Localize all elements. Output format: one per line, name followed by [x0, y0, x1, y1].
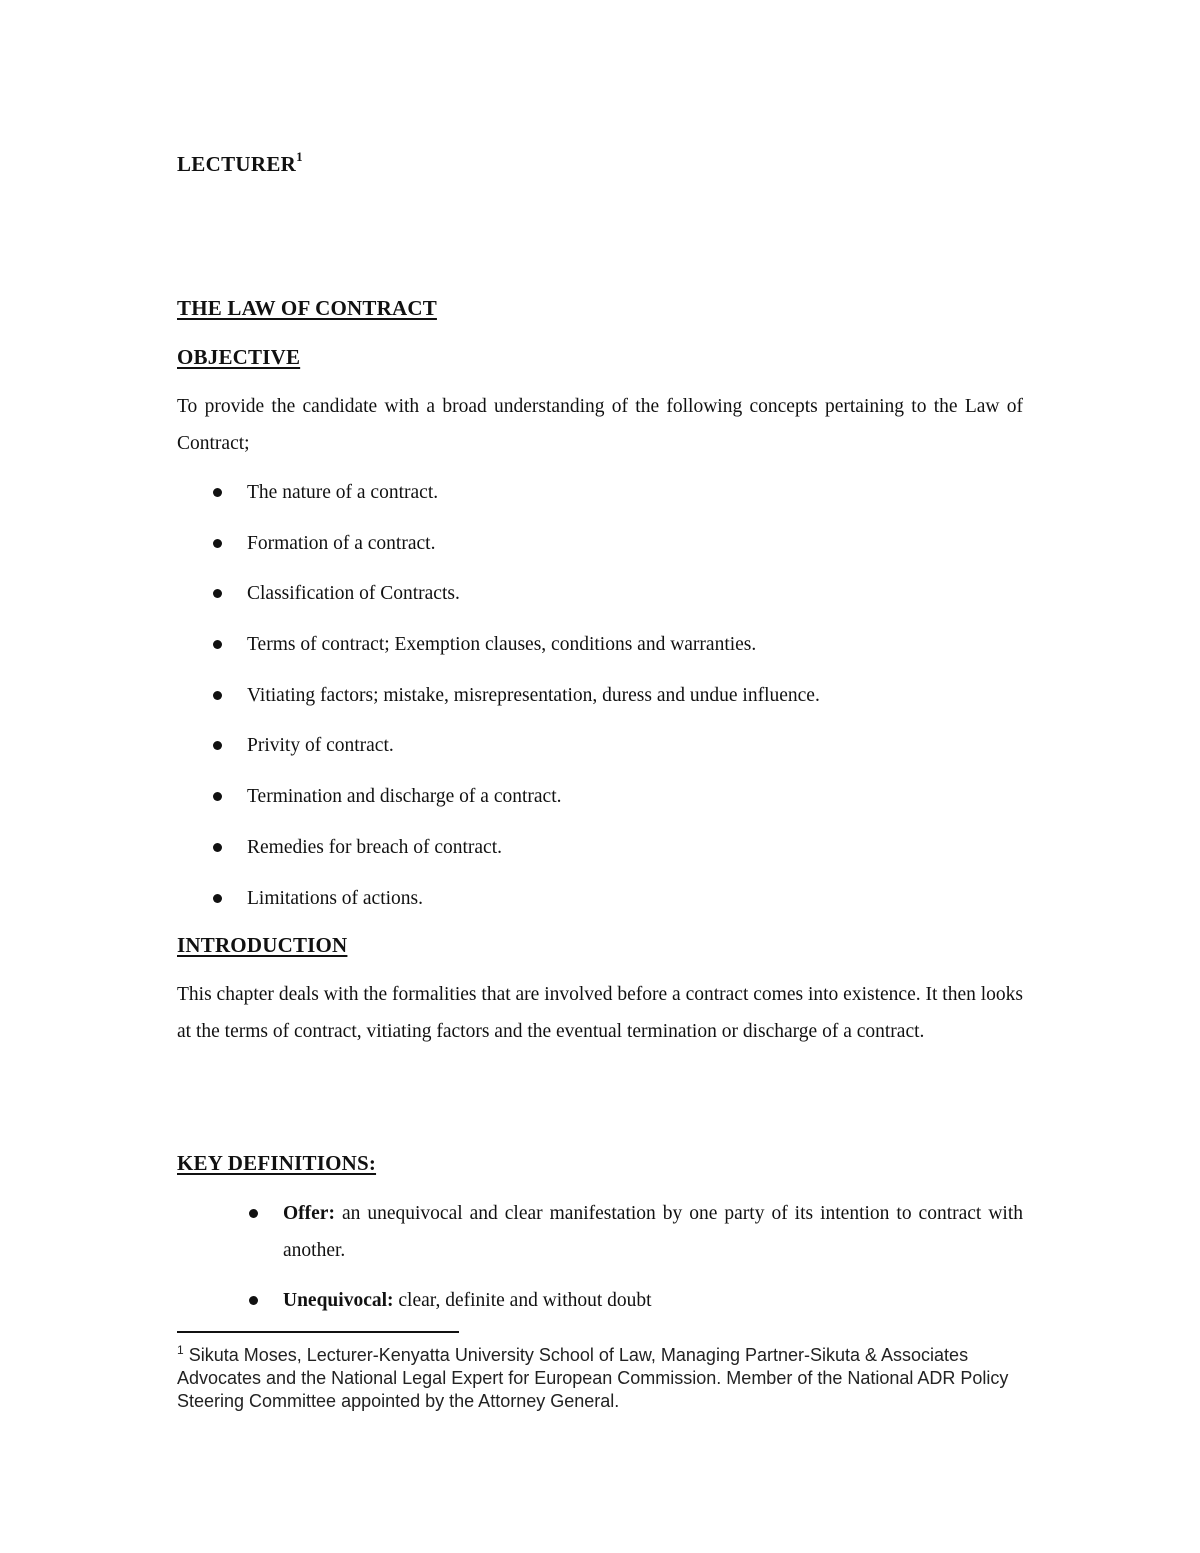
bullet-icon: [213, 589, 222, 598]
footnote-reference[interactable]: 1: [296, 149, 303, 164]
bullet-icon: [213, 843, 222, 852]
objective-list: [213, 474, 820, 930]
definition-text: clear, definite and without doubt: [393, 1290, 652, 1311]
definition-term: Offer:: [283, 1203, 335, 1224]
bullet-icon: [213, 640, 222, 649]
list-item: [213, 626, 820, 677]
bullet-icon: [213, 691, 222, 700]
list-item: [213, 778, 820, 829]
key-definitions-heading: KEY DEFINITIONS:: [177, 1151, 377, 1175]
footnote-text: Sikuta Moses, Lecturer-Kenyatta University School of Law, Managing Partner-Sikuta & Associates Advocates and the National Legal Expert for European Commission. Member of the National ADR Policy Steering Committee appointed by the Attorney General.: [177, 1345, 1009, 1411]
bullet-icon: [213, 539, 222, 548]
bullet-icon: [213, 488, 222, 497]
list-item: [213, 575, 820, 626]
list-item-text: Vitiating factors; mistake, misrepresentation, duress and undue influence.: [247, 684, 820, 706]
list-item: [213, 525, 820, 576]
lecturer-label: LECTURER: [177, 152, 297, 176]
list-item-text: Privity of contract.: [247, 735, 394, 757]
definition-term: Unequivocal:: [283, 1290, 394, 1311]
bullet-icon: [249, 1296, 258, 1305]
objective-heading: OBJECTIVE: [177, 345, 301, 369]
introduction-paragraph: This chapter deals with the formalities that are involved before a contract comes into existence. It then looks at the terms of contract, vitiating factors and the eventual termination or discharge of a contract.: [177, 984, 1023, 1042]
list-item: [213, 829, 820, 880]
footnote-separator: [177, 1331, 459, 1333]
footnote: [177, 1344, 1023, 1413]
list-item-text: Formation of a contract.: [247, 532, 436, 554]
bullet-icon: [249, 1209, 258, 1218]
list-item-text: Remedies for breach of contract.: [247, 836, 503, 858]
list-item: [213, 474, 820, 525]
definition-text: an unequivocal and clear manifestation by one party of its intention to contract with another.: [283, 1203, 1023, 1261]
list-item: [213, 677, 820, 728]
list-item: [213, 880, 820, 931]
definition-item: [249, 1195, 1023, 1269]
bullet-icon: [213, 741, 222, 750]
definition-item: [249, 1282, 1023, 1319]
list-item-text: Limitations of actions.: [247, 887, 424, 909]
lecturer-heading: [177, 149, 303, 177]
list-item: [213, 727, 820, 778]
definitions-list: [249, 1195, 1023, 1332]
list-item-text: Classification of Contracts.: [247, 583, 460, 605]
objective-paragraph: To provide the candidate with a broad understanding of the following concepts pertaining to the Law of Contract;: [177, 396, 1023, 454]
bullet-icon: [213, 792, 222, 801]
list-item-text: Terms of contract; Exemption clauses, conditions and warranties.: [247, 634, 757, 656]
footnote-marker: 1: [177, 1343, 184, 1357]
introduction-heading: INTRODUCTION: [177, 933, 348, 957]
document-title: THE LAW OF CONTRACT: [177, 296, 437, 320]
list-item-text: The nature of a contract.: [247, 482, 439, 503]
list-item-text: Termination and discharge of a contract.: [247, 786, 562, 808]
bullet-icon: [213, 894, 222, 903]
